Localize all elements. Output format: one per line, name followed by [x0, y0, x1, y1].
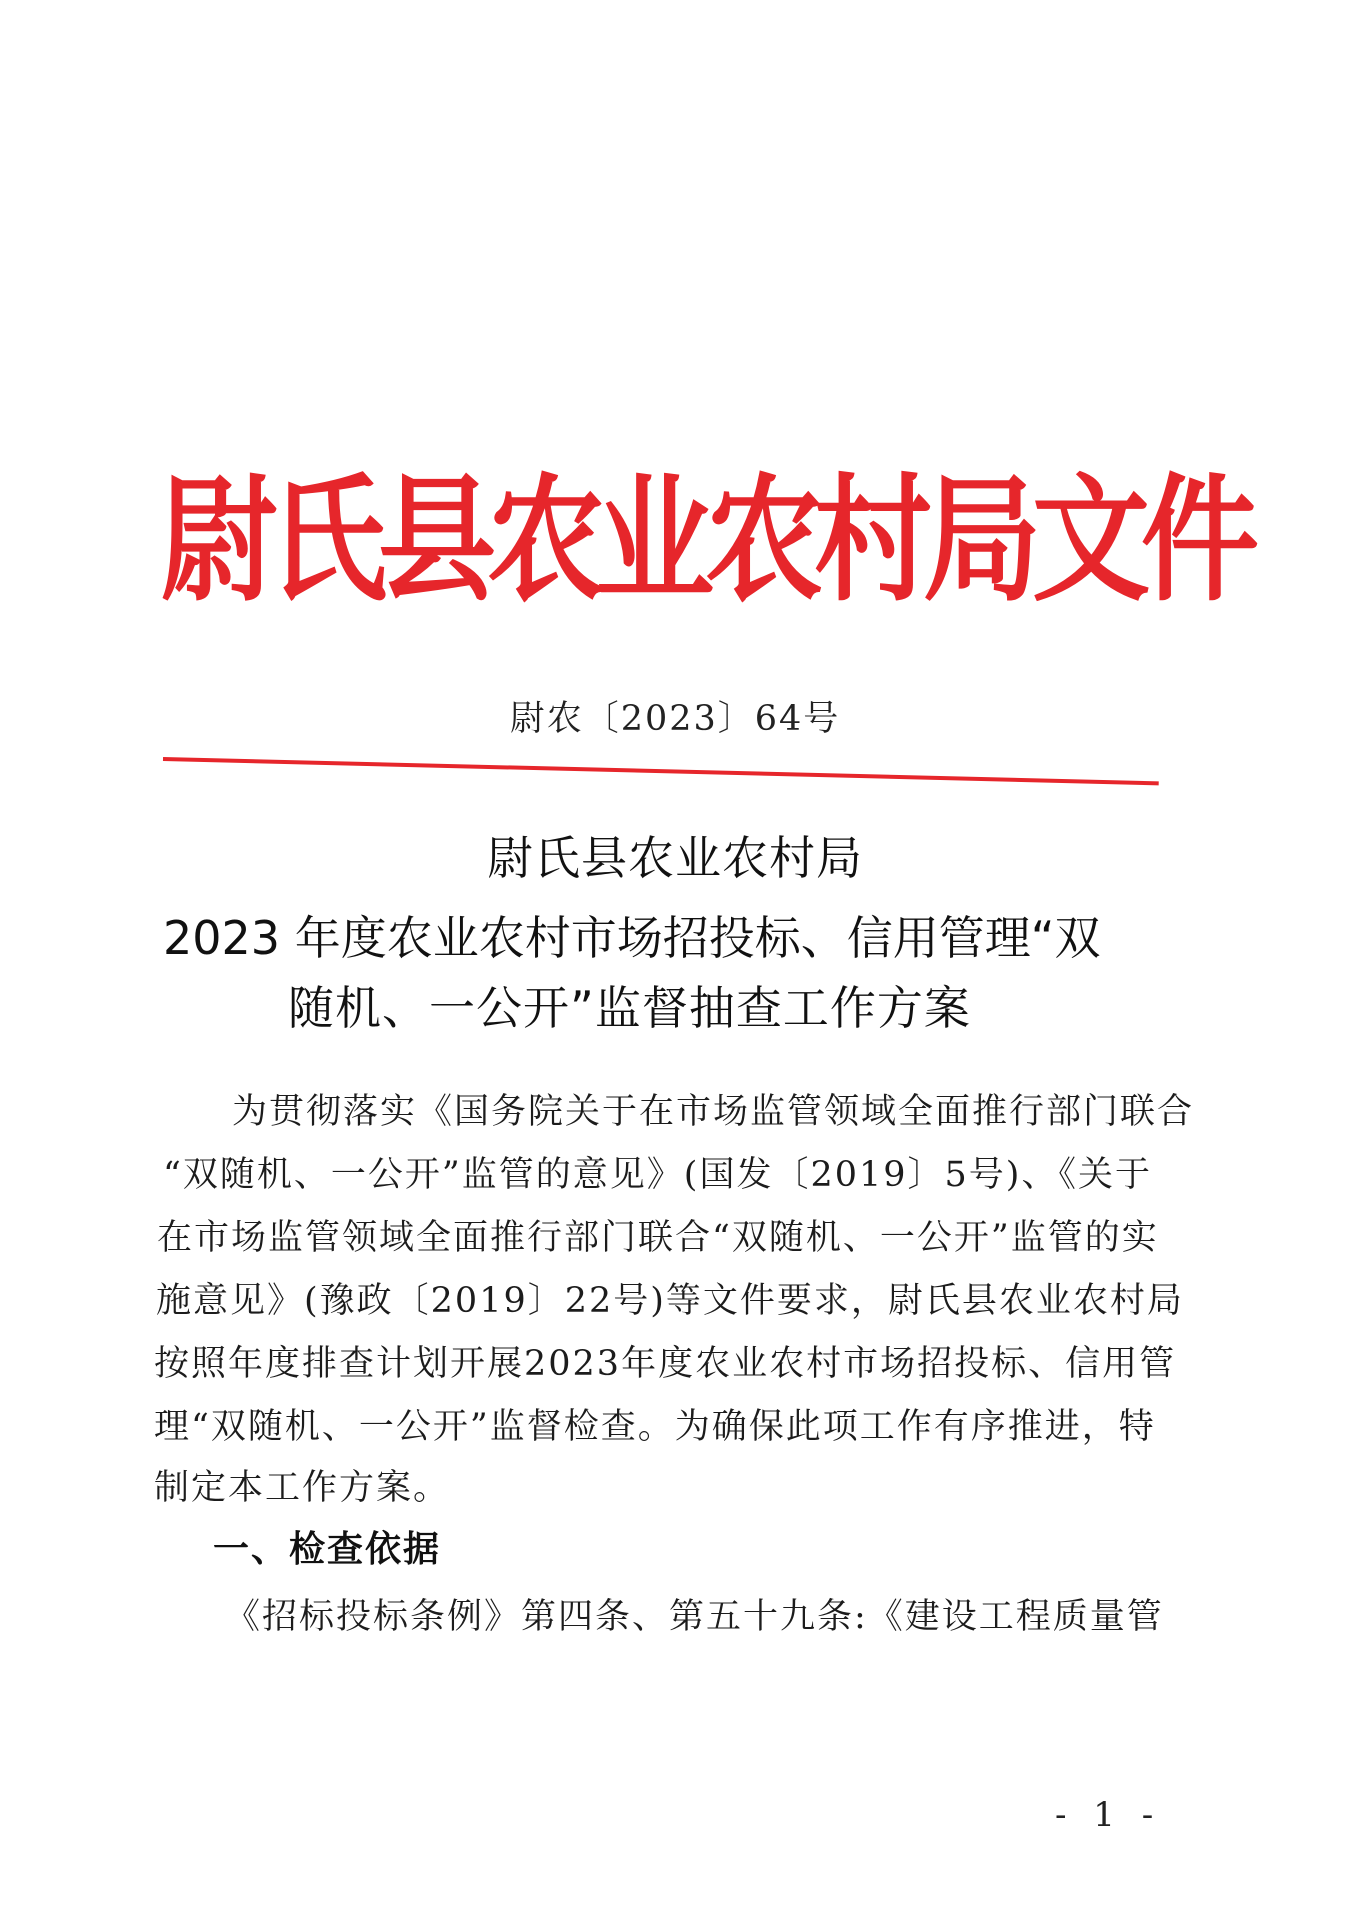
paragraph-line: 为贯彻落实《国务院关于在市场监管领域全面推行部门联合: [232, 1092, 1195, 1132]
page-number: - 1 -: [1055, 1795, 1162, 1835]
paragraph-line: 施意见》(豫政〔2019〕22号)等文件要求，尉氏县农业农村局: [156, 1281, 1184, 1321]
section-heading: 一、检查依据: [213, 1529, 442, 1570]
paragraph-line: “双随机、一公开”监管的意见》(国发〔2019〕5号)、《关于: [163, 1155, 1152, 1195]
paragraph-line: 在市场监管领域全面推行部门联合“双随机、一公开”监管的实: [157, 1218, 1159, 1258]
document-number: 尉农〔2023〕64号: [509, 699, 841, 739]
paragraph-line: 按照年度排查计划开展2023年度农业农村市场招投标、信用管: [154, 1344, 1177, 1384]
paragraph-line: 制定本工作方案。: [154, 1468, 451, 1508]
paragraph-line: 理“双随机、一公开”监督检查。为确保此项工作有序推进，特: [154, 1407, 1156, 1447]
document-title-line-1: 尉氏县农业农村局: [487, 831, 863, 885]
document-title-line-3: 随机、一公开”监督抽查工作方案: [288, 981, 971, 1035]
document-title-line-2: 2023 年度农业农村市场招投标、信用管理“双: [163, 911, 1101, 965]
red-divider-line: [163, 757, 1159, 785]
paragraph-line: 《招标投标条例》第四条、第五十九条:《建设工程质量管: [225, 1597, 1164, 1637]
issuer-masthead: 尉氏县农业农村局文件: [160, 459, 1251, 621]
